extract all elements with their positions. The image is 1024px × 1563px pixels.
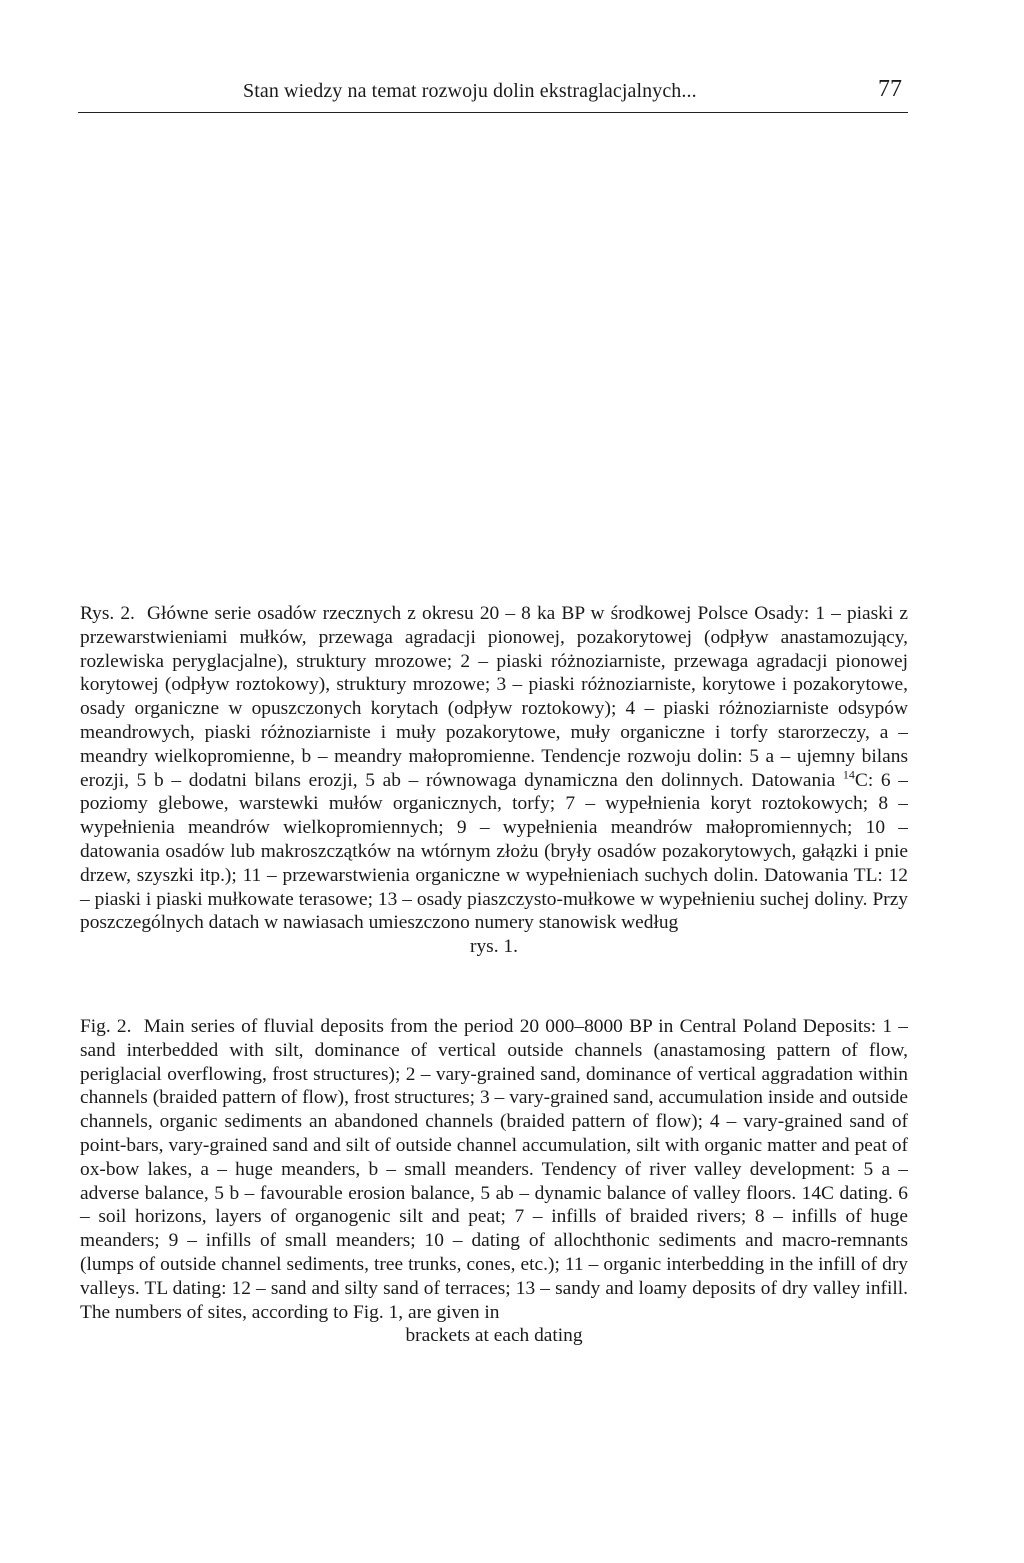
caption-text-polish-continued: C: 6 – poziomy glebowe, warstewki mułów organicznych, torfy; 7 – wypełnienia koryt roztokowych; 8 – wypełnienia meandrów wielkopromiennych; 9 – wypełnienia meandrów małopromiennych; 10 – datowania osadów lub makroszczątków na wtórnym złożu (bryły osadów pozakorytowych, gałązki i pnie drzew, szyszki itp.); 11 – przewarstwienia organiczne w wypełnieniach suchych dolin. Datowania TL: 12 – piaski i piaski mułkowate terasowe; 13 – osady piaszczysto-mułkowe w wypełnieniu suchej doliny. Przy poszczególnych datach w nawiasach umieszczono numery stanowisk według — [80, 769, 908, 934]
caption-text-polish: Główne serie osadów rzecznych z okresu 20 – 8 ka BP w środkowej Polsce Osady: 1 – piaski z przewarstwieniami mułków, przewaga agradacji pionowej, pozakorytowej (odpływ anastamozujący, rozlewiska peryglacjalne), struktury mrozowe; 2 – piaski różnoziarniste, przewaga agradacji pionowej korytowej (odpływ roztokowy), struktury mrozowe; 3 – piaski różnoziarniste, korytowe i pozakorytowe, osady organiczne w opuszczonych korytach (odpływ roztokowy); 4 – piaski różnoziarniste odsypów meandrowych, piaski różnoziarniste i muły pozakorytowe, muły organiczne i torfy starorzeczy, a – meandry wielkopromienne, b – meandry małopromienne. Tendencje rozwoju dolin: 5 a – ujemny bilans erozji, 5 b – dodatni bilans erozji, 5 ab – równowaga dynamiczna den dolinnych. Datowania — [80, 603, 908, 791]
isotope-superscript: 14 — [842, 767, 855, 782]
figure-caption-english — [80, 1015, 908, 1348]
figure-label-polish: Rys. 2. — [80, 603, 135, 624]
caption-last-line-english: brackets at each dating — [405, 1325, 583, 1347]
caption-text-english: Main series of fluvial deposits from the period 20 000–8000 BP in Central Poland Deposits: 1 – sand interbedded with silt, dominance of vertical outside channels (anastamosing pattern of flow, periglacial overflowing, frost structures); 2 – vary-grained sand, dominance of vertical aggradation within channels (braided pattern of flow), frost structures; 3 – vary-grained sand, accumulation inside and outside channels, organic sediments an abandoned channels (braided pattern of flow); 4 – vary-grained sand of point-bars, vary-grained sand and silt of outside channel accumulation, silt with organic matter and peat of ox-bow lakes, a – huge meanders, b – small meanders. Tendency of river valley development: 5 a – adverse balance, 5 b – favourable erosion balance, 5 ab – dynamic balance of valley floors. 14C dating. 6 – soil horizons, layers of organogenic silt and peat; 7 – infills of braided rivers; 8 – infills of huge meanders; 9 – infills of small meanders; 10 – dating of allochthonic sediments and macro-remnants (lumps of outside channel sediments, tree trunks, cones, etc.); 11 – organic interbedding in the infill of dry valleys. TL dating: 12 – sand and silty sand of terraces; 13 – sandy and loamy deposits of dry valley infill. The numbers of sites, according to Fig. 1, are given in — [80, 1016, 908, 1323]
running-header — [78, 72, 908, 113]
figure-label-english: Fig. 2. — [80, 1016, 132, 1037]
figure-caption-polish — [80, 602, 908, 959]
caption-last-line-polish: rys. 1. — [470, 936, 518, 958]
page-number: 77 — [878, 76, 902, 102]
running-title: Stan wiedzy na temat rozwoju dolin ekstraglacjalnych... — [243, 80, 697, 102]
